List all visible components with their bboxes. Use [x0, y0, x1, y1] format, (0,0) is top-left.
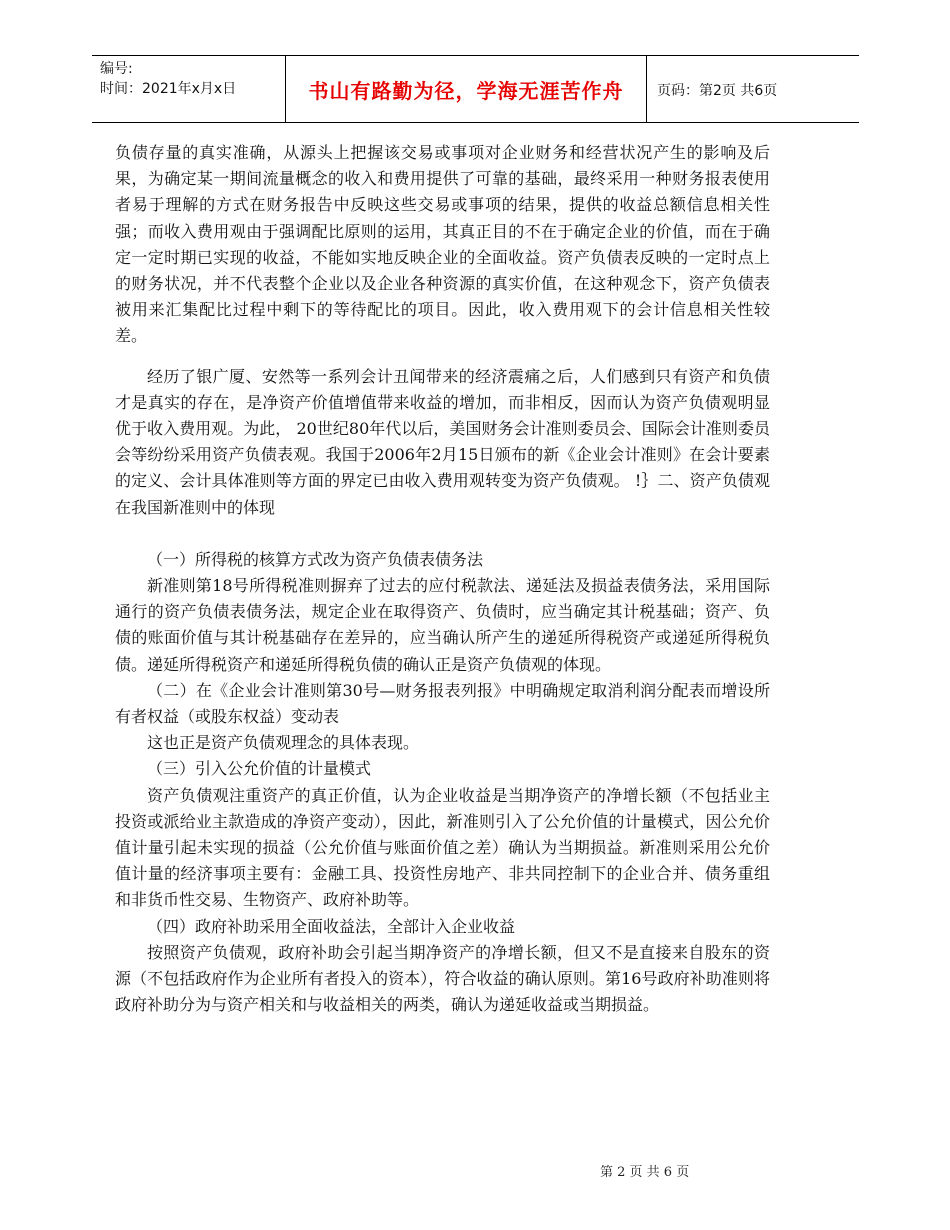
paragraph: 按照资产负债观，政府补助会引起当期净资产的净增长额，但又不是直接来自股东的资源（不包括政府作为企业所有者投入的资本），符合收益的确认原则。第16号政府补助准则将政府补助分为与资产相关和与收益相关的两类，确认为递延收益或当期损益。: [115, 942, 770, 1015]
paragraph: 资产负债观注重资产的真正价值，认为企业收益是当期净资产的净增长额（不包括业主投资或派给业主款造成的净资产变动），因此，新准则引入了公允价值的计量模式，因公允价值计量引起未实现的损益（公允价值与账面价值之差）确认为当期损益。新准则采用公允价值计量的经济事项主要有：金融工具、投资性房地产、非共同控制下的企业合并、债务重组和非货币性交易、生物资产、政府补助等。: [115, 785, 770, 910]
section-heading: （四）政府补助采用全面收益法，全部计入企业收益: [147, 916, 516, 936]
number-label: 编号:: [100, 61, 133, 77]
section-heading: （二）在《企业会计准则第30号—财务报表列报》中明确规定取消利润分配表而增设所有者权益（或股东权益）变动表: [115, 680, 770, 727]
paragraph: 这也正是资产负债观理念的具体表现。: [147, 733, 420, 753]
page-header: [92, 55, 859, 123]
paragraph: 负债存量的真实准确，从源头上把握该交易或事项对企业财务和经营状况产生的影响及后果，为确定某一期间流量概念的收入和费用提供了可靠的基础，最终采用一种财务报表使用者易于理解的方式在财务报告中反映这些交易或事项的结果，提供的收益总额信息相关性强；而收入费用观由于强调配比原则的运用，其真正目的不在于确定企业的价值，而在于确定一定时期已实现的收益，不能如实地反映企业的全面收益。资产负债表反映的一定时点上的财务状况，并不代表整个企业以及企业各种资源的真实价值，在这种观念下，资产负债表被用来汇集配比过程中剩下的等待配比的项目。因此，收入费用观下的会计信息相关性较差。: [115, 143, 770, 346]
paragraph: 新准则第18号所得税准则摒弃了过去的应付税款法、递延法及损益表债务法，采用国际通行的资产负债表债务法，规定企业在取得资产、负债时，应当确定其计税基础；资产、负债的账面价值与其计税基础存在差异的，应当确认所产生的递延所得税资产或递延所得税负债。递延所得税资产和递延所得税负债的确认正是资产负债观的体现。: [115, 576, 770, 674]
header-motto: 书山有路勤为径，学海无涯苦作舟: [285, 56, 647, 122]
header-info: [100, 59, 236, 99]
page-footer: 第 2 页 共 6 页: [600, 1165, 690, 1180]
section-heading: （一）所得税的核算方式改为资产负债表债务法: [147, 549, 484, 569]
page-indicator: 页码：第2页 共6页: [657, 83, 778, 99]
document-body: [115, 140, 770, 1019]
paragraph: 经历了银广厦、安然等一系列会计丑闻带来的经济震痛之后，人们感到只有资产和负债才是真实的存在，是净资产价值增值带来收益的增加，而非相反，因而认为资产负债观明显优于收入费用观。为此， 20世纪80年代以后，美国财务会计准则委员会、国际会计准则委员会等纷纷采用资产负债表观。我国于2006年2月15日颁布的新《企业会计准则》在会计要素的定义、会计具体准则等方面的界定已由收入费用观转变为资产负债观。 !｝二、资产负债观在我国新准则中的体现: [115, 366, 770, 517]
section-heading: （三）引入公允价值的计量模式: [147, 759, 372, 779]
time-label: 时间：2021年x月x日: [100, 81, 237, 97]
